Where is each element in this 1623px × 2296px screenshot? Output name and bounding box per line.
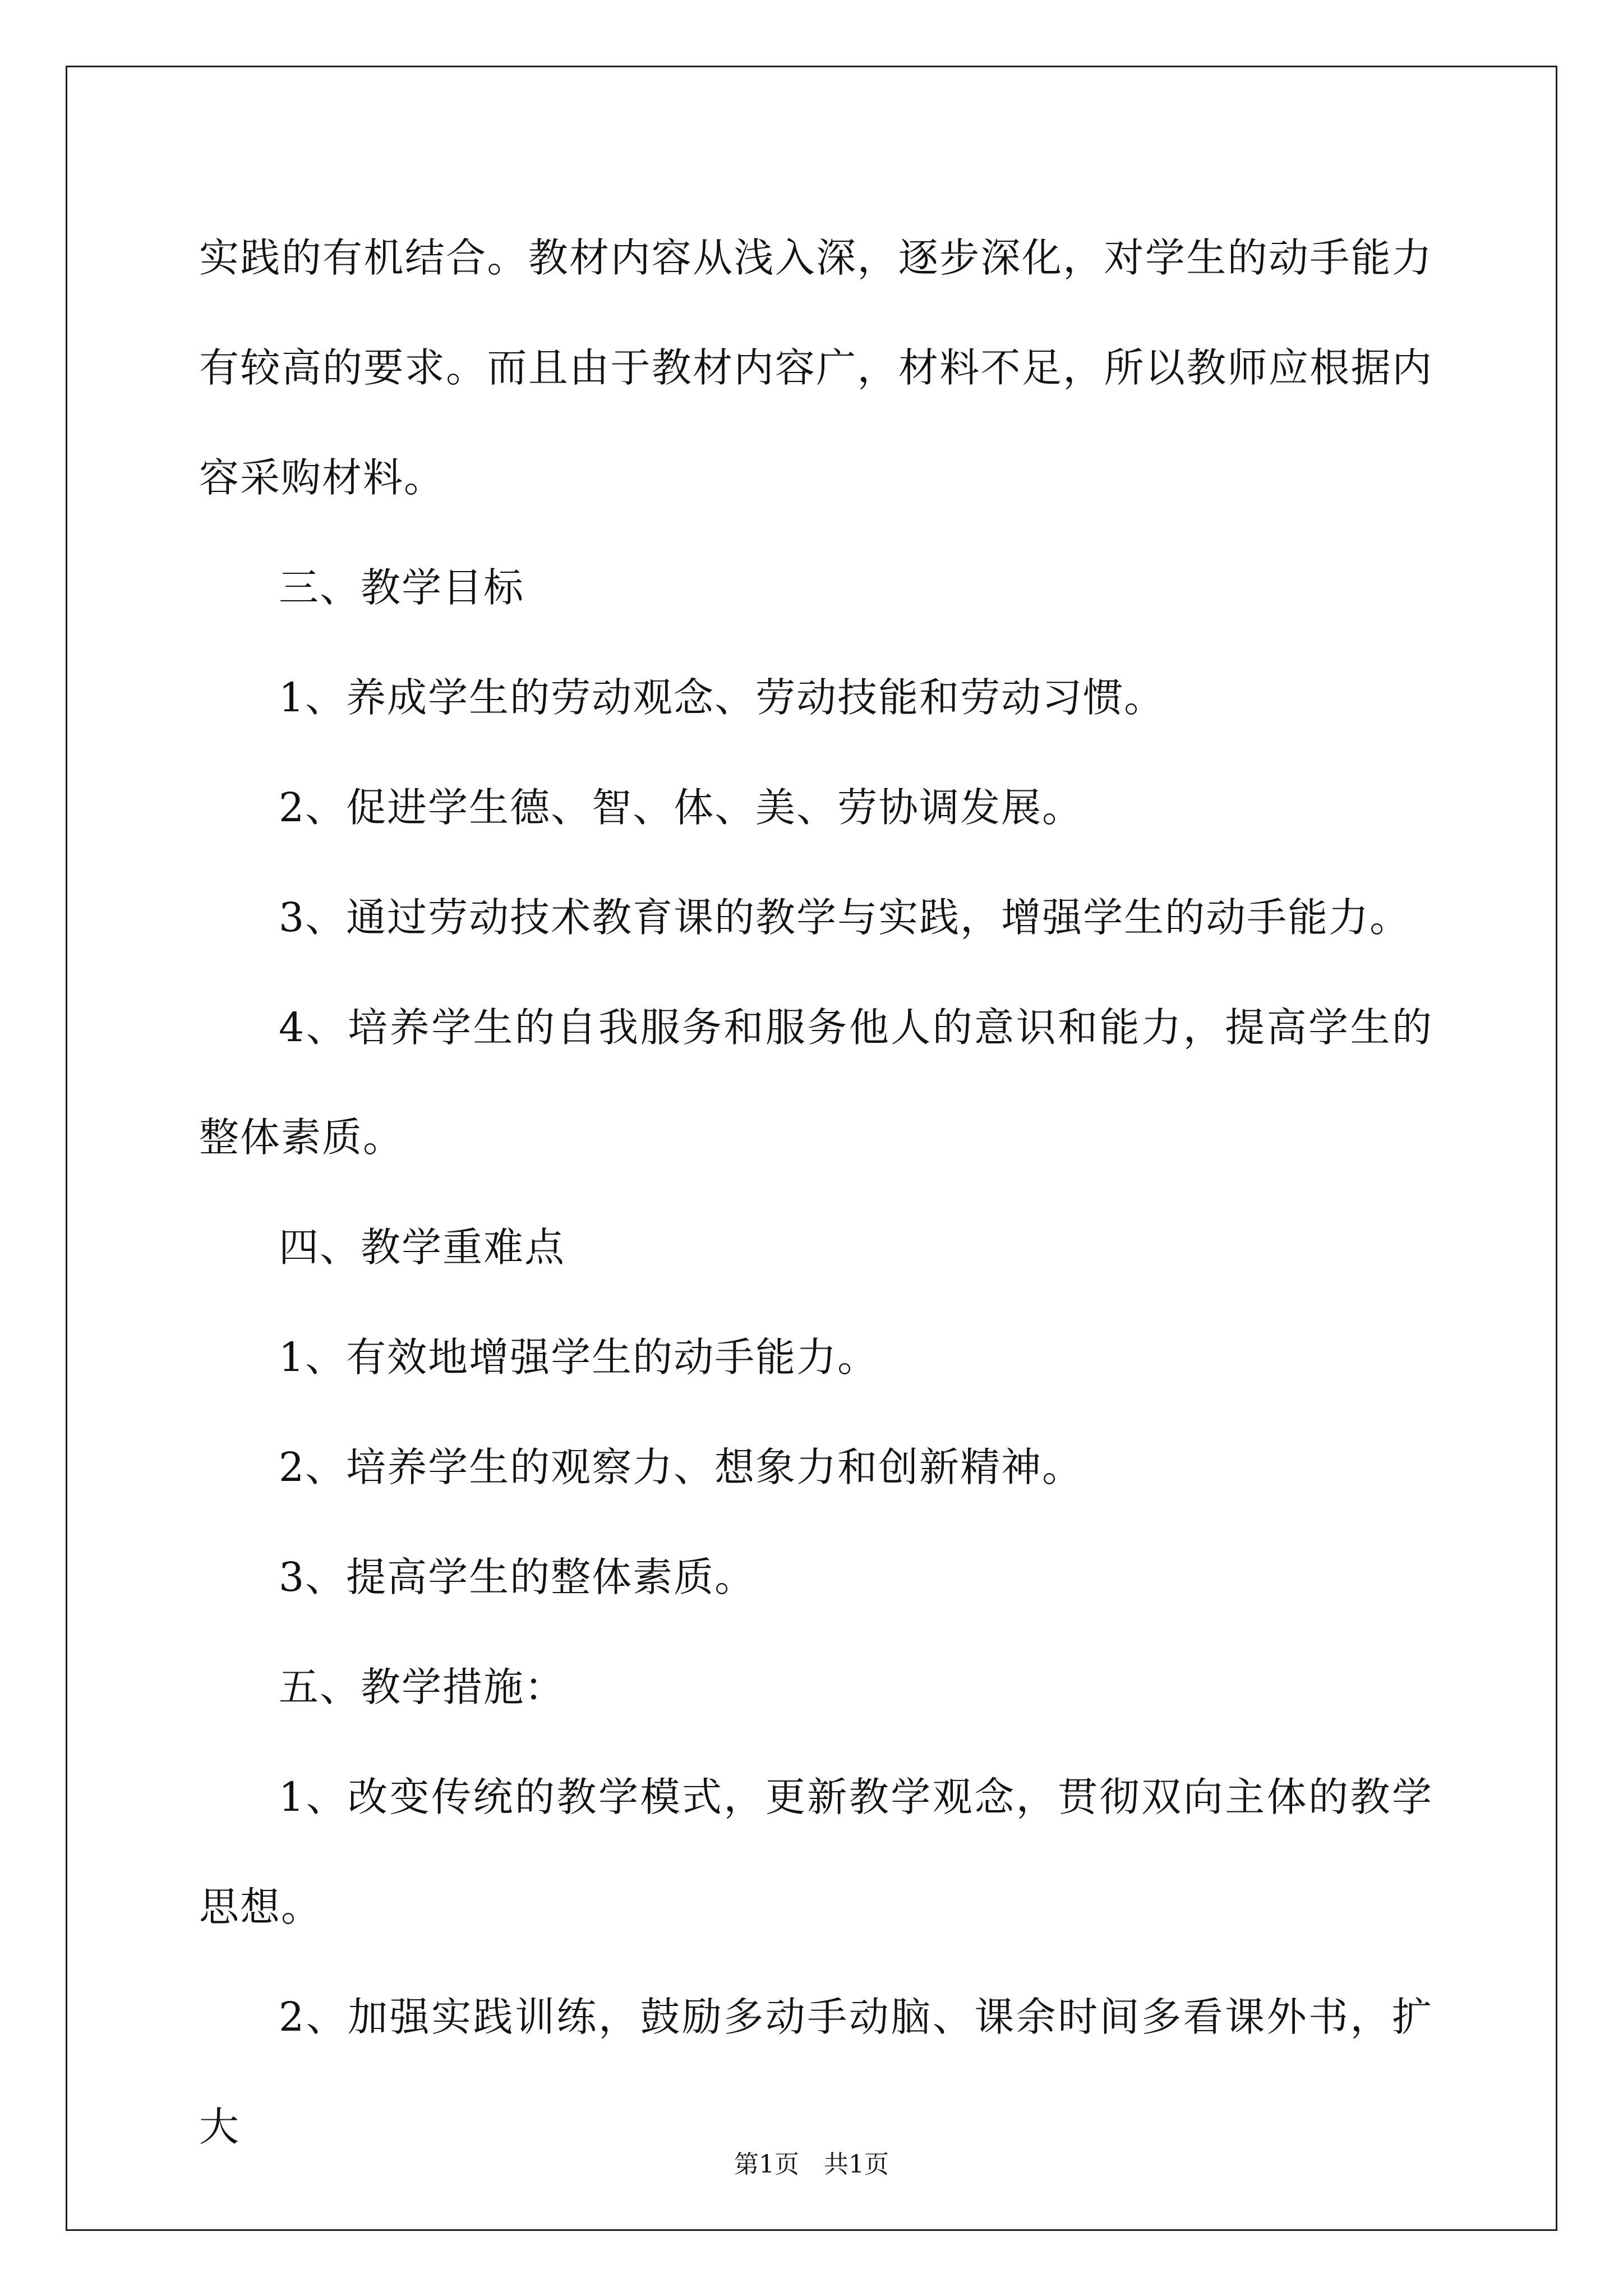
measure-item-1: 1、改变传统的教学模式，更新教学观念，贯彻双向主体的教学思想。 — [199, 1774, 1433, 1930]
key-point-item-3: 3、提高学生的整体素质。 — [279, 1554, 756, 1600]
heading-teaching-goals: 三、教学目标 — [279, 564, 525, 611]
key-point-item-1: 1、有效地增强学生的动手能力。 — [279, 1334, 879, 1381]
paragraph-1: 实践的有机结合。教材内容从浅入深，逐步深化，对学生的动手能力有较高的要求。而且由于教材内容广，材料不足，所以教师应根据内容采购材料。 — [199, 234, 1433, 501]
key-point-item-2: 2、培养学生的观察力、想象力和创新精神。 — [279, 1444, 1083, 1490]
goal-item-1: 1、养成学生的劳动观念、劳动技能和劳动习惯。 — [279, 674, 1165, 721]
page-footer — [0, 2144, 1623, 2180]
goal-item-3: 3、通过劳动技术教育课的教学与实践，增强学生的动手能力。 — [279, 894, 1411, 941]
page-total: 共1页 — [824, 2150, 889, 2179]
measure-item-2: 2、加强实践训练，鼓励多动手动脑、课余时间多看课外书，扩大 — [199, 1994, 1433, 2150]
heading-teaching-measures: 五、教学措施： — [279, 1664, 566, 1710]
heading-key-points: 四、教学重难点 — [279, 1224, 566, 1271]
goal-item-2: 2、促进学生德、智、体、美、劳协调发展。 — [279, 784, 1083, 831]
goal-item-4: 4、培养学生的自我服务和服务他人的意识和能力，提高学生的整体素质。 — [199, 1004, 1433, 1161]
page-number: 第1页 — [734, 2150, 799, 2179]
document-body — [199, 203, 1433, 2182]
